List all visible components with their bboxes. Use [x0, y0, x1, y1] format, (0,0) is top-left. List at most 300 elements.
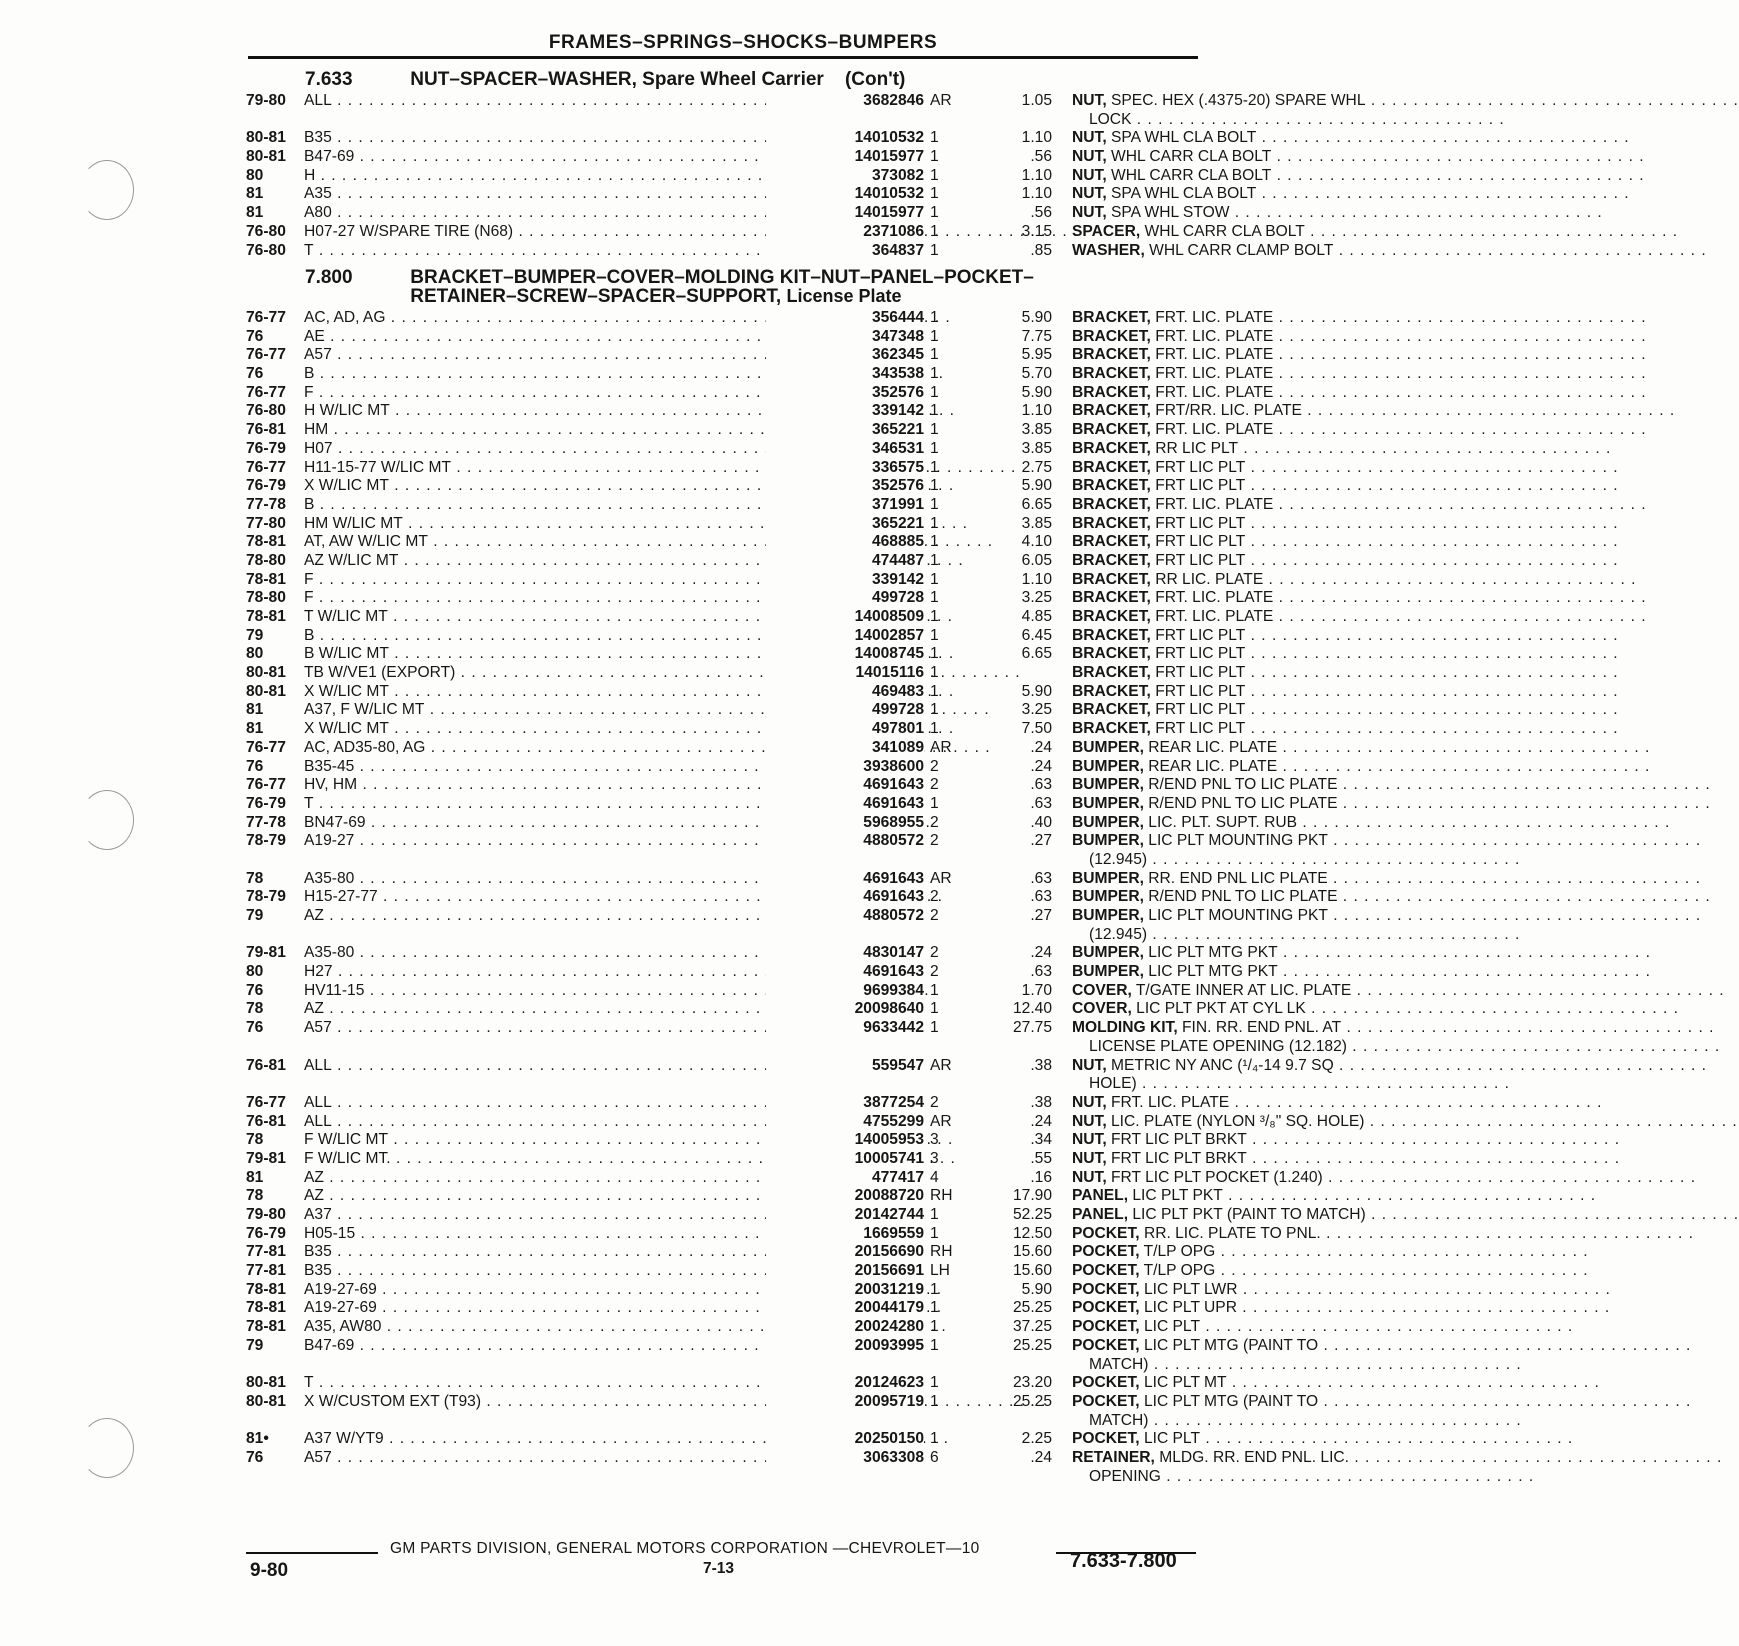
section-title-text [410, 70, 1150, 89]
table-row [246, 589, 1274, 608]
part-number-cell: 365221 [766, 515, 924, 534]
part-number-cell: 3682846 [766, 92, 924, 111]
year-cell: 77-81 [246, 1243, 286, 1261]
price-cell: 5.90 [1021, 309, 1052, 326]
part-name: BRACKET, [1072, 327, 1151, 345]
part-name: NUT, [1072, 1112, 1107, 1130]
description-cell [1072, 1281, 1446, 1300]
table-row [246, 664, 1246, 683]
part-detail: REAR LIC. PLATE [1148, 757, 1278, 775]
year-cell: 80-81 [246, 148, 286, 166]
model-cell: H15-27-77 . . . [304, 888, 824, 907]
quantity-cell: 1 [930, 701, 939, 719]
model-cell: F W/LIC MT. . . . [304, 1150, 824, 1169]
part-detail: SPA WHL CLA BOLT [1111, 129, 1257, 147]
quantity-cell: 1 [930, 589, 939, 607]
price-cell: 2.25 [1021, 1430, 1052, 1448]
model-cell: A19-27 . . . [304, 832, 824, 851]
part-number-cell: 477417 [766, 1169, 924, 1188]
description-cell [1072, 477, 1446, 496]
quantity-cell: 2 [930, 832, 939, 850]
price-cell: 25.25 [1012, 1299, 1052, 1317]
footer-page-number: 7-13 [703, 1560, 735, 1577]
part-name: NUT, [1072, 129, 1107, 147]
table-row [246, 309, 1274, 328]
description-cell [1072, 421, 1446, 440]
description-cell [1072, 1337, 1446, 1356]
part-detail: WHL CARR CLA BOLT [1111, 166, 1272, 184]
description-cell [1072, 608, 1446, 627]
description-cell [1072, 664, 1446, 683]
description-cell [1072, 814, 1446, 833]
price-cell: 3.15 [1021, 222, 1052, 240]
description-cell [1072, 720, 1446, 739]
part-detail: LIC PLT MTG (PAINT TO [1143, 1336, 1319, 1354]
model-cell: F . . . [304, 384, 824, 403]
year-cell: 78-81 [246, 570, 286, 588]
price-cell: 5.90 [1021, 383, 1052, 401]
price-cell: 1.10 [1021, 166, 1052, 184]
quantity-cell: 1 [930, 129, 939, 147]
part-number-cell: 4691643 [766, 888, 924, 907]
part-number-cell: 14002857 [766, 627, 924, 646]
description-cell [1072, 1113, 1446, 1132]
year-cell: 76 [246, 1448, 264, 1466]
table-row [246, 477, 1246, 496]
year-cell: 81• [246, 1430, 269, 1448]
description-cell [1072, 346, 1446, 365]
description-cell [1072, 309, 1446, 328]
table-row [246, 514, 1246, 534]
model-cell: H . . . [304, 167, 824, 186]
part-detail: LIC. PLT. SUPT. RUB [1148, 813, 1298, 831]
price-cell: 25.25 [1012, 1392, 1052, 1410]
model-cell: X W/LIC MT . . . [304, 720, 824, 739]
part-detail: FRT LIC PLT [1155, 645, 1246, 663]
description-cell [1072, 515, 1446, 534]
quantity-cell: 6 [930, 1448, 939, 1466]
model-cell: B . . . [304, 627, 824, 646]
year-cell: 81 [246, 720, 264, 738]
price-cell: 3.85 [1021, 421, 1052, 439]
quantity-cell: 1 [930, 241, 939, 259]
table-row [246, 1280, 1238, 1300]
year-cell: 79-81 [246, 1149, 286, 1167]
part-detail: LIC PLT PKT [1132, 1187, 1223, 1205]
year-cell: 78-81 [246, 1280, 286, 1298]
table-row [246, 92, 1366, 111]
quantity-cell: 1 [930, 148, 939, 166]
part-detail: R/END PNL TO LIC PLATE [1148, 776, 1338, 794]
part-name: BRACKET, [1072, 402, 1151, 420]
price-cell: .63 [1030, 776, 1052, 794]
description-cell [1072, 776, 1446, 795]
year-cell: 76-77 [246, 1093, 286, 1111]
table-row [246, 1093, 1230, 1113]
year-cell: 76-77 [246, 776, 286, 794]
part-name: BRACKET, [1072, 664, 1151, 682]
description-cell [1072, 832, 1446, 851]
price-cell: 12.40 [1012, 1000, 1052, 1018]
model-cell: T . . . [304, 795, 824, 814]
price-cell: 2.75 [1021, 458, 1052, 476]
quantity-cell: 1 [930, 570, 939, 588]
price-cell: 5.90 [1021, 682, 1052, 700]
part-detail: R/END PNL TO LIC PLATE [1148, 794, 1338, 812]
year-cell: 81 [246, 701, 264, 719]
description-cell [1072, 1206, 1446, 1225]
part-detail: SPA WHL CLA BOLT [1111, 185, 1257, 203]
section-continued: (Con't) [844, 69, 906, 90]
year-cell: 79 [246, 1336, 264, 1354]
year-cell: 78-80 [246, 589, 286, 607]
part-number-cell: 20095719 [766, 1393, 924, 1412]
part-detail: FRT. LIC. PLATE [1155, 309, 1274, 326]
part-name: BUMPER, [1072, 907, 1144, 924]
part-name: BUMPER, [1072, 738, 1144, 756]
table-row-continuation [246, 1037, 1347, 1057]
table-row [246, 869, 1328, 889]
table-row [246, 813, 1298, 833]
part-name: BUMPER, [1072, 776, 1144, 794]
table-row [246, 1149, 1247, 1169]
part-name: NUT, [1072, 92, 1107, 109]
year-cell: 76 [246, 365, 264, 383]
model-cell: A57 . . . [304, 1449, 824, 1468]
table-row [246, 757, 1278, 777]
part-detail: R/END PNL TO LIC PLATE [1148, 888, 1338, 906]
price-cell: 5.90 [1021, 477, 1052, 495]
model-cell: H07 . . . [304, 440, 824, 459]
part-name: POCKET, [1072, 1280, 1140, 1298]
year-cell: 78-81 [246, 533, 286, 551]
part-number-cell: 20098640 [766, 1000, 924, 1019]
quantity-cell: 2 [930, 907, 939, 924]
model-cell: T W/LIC MT . . . [304, 608, 824, 627]
table-row [246, 738, 1278, 758]
quantity-cell: 1 [930, 185, 939, 203]
table-row-continuation [246, 926, 1198, 945]
price-cell: 5.95 [1021, 346, 1052, 364]
part-detail: T/GATE INNER AT LIC. PLATE [1135, 981, 1352, 999]
price-cell: .38 [1030, 1093, 1052, 1111]
quantity-cell: 1 [930, 383, 939, 401]
model-cell: B47-69 . . . [304, 1337, 824, 1356]
year-cell: 78 [246, 1000, 264, 1018]
part-number-cell: 14010532 [766, 129, 924, 148]
section-number: 7.633 [305, 69, 353, 90]
model-cell: B35-45 . . . [304, 758, 824, 777]
price-cell: 1.10 [1021, 129, 1052, 147]
description-cell [1072, 384, 1446, 403]
part-detail: LIC PLT MOUNTING PKT [1148, 832, 1328, 850]
part-detail: LIC. PLATE (NYLON ³/₈" SQ. HOLE) [1111, 1112, 1365, 1130]
price-cell: 23.20 [1012, 1374, 1052, 1392]
footer-date: 9-80 [250, 1560, 289, 1581]
description-cell [1072, 758, 1446, 777]
footer-section-range: 7.633-7.800 [1070, 1550, 1177, 1572]
part-number-cell: 371991 [766, 496, 924, 515]
quantity-cell: 1 [930, 1374, 939, 1392]
part-detail: RR. END PNL LIC PLATE [1148, 869, 1328, 887]
description-continuation: MATCH) . . . [1089, 1412, 1446, 1431]
part-detail: LIC PLT MTG PKT [1148, 963, 1278, 981]
description-cell [1072, 683, 1446, 702]
year-cell: 80 [246, 963, 264, 981]
table-row [246, 1112, 1365, 1132]
part-detail: FRT LIC PLT POCKET (1.240) [1111, 1168, 1323, 1186]
price-cell: .56 [1030, 148, 1052, 166]
year-cell: 76 [246, 757, 264, 775]
model-cell: B35 . . . [304, 129, 824, 148]
year-cell: 76-77 [246, 309, 286, 326]
quantity-cell: 1. [930, 365, 944, 383]
part-name: BRACKET, [1072, 645, 1151, 663]
parts-table-7800 [246, 309, 1366, 1486]
part-number-cell: 4691643 [766, 963, 924, 982]
table-row [246, 832, 1328, 851]
year-cell: 78-81 [246, 1318, 286, 1336]
year-cell: 76-79 [246, 439, 286, 457]
part-number-cell: 14015116 [766, 664, 924, 683]
part-number-cell: 343538 [766, 365, 924, 384]
model-cell: HM . . . [304, 421, 824, 440]
table-row [246, 1336, 1319, 1356]
price-cell: 52.25 [1012, 1206, 1052, 1223]
part-name: BRACKET, [1072, 570, 1151, 588]
year-cell: 80-81 [246, 1392, 286, 1410]
part-name: POCKET, [1072, 1318, 1140, 1336]
quantity-cell: AR [930, 1056, 952, 1074]
section-heading-7633 [305, 70, 1150, 89]
quantity-cell: 1 [930, 1224, 939, 1242]
description-cell [1072, 148, 1446, 167]
model-cell: A35, AW80 . . . [304, 1318, 824, 1337]
part-detail: FRT LIC PLT [1155, 701, 1246, 719]
description-cell [1072, 944, 1446, 963]
part-number-cell: 474487 [766, 552, 924, 571]
year-cell: 80 [246, 645, 264, 663]
year-cell: 78-81 [246, 608, 286, 625]
footer-rule-left [246, 1552, 378, 1554]
description-cell [1072, 739, 1446, 758]
table-row-continuation [246, 851, 1198, 870]
quantity-cell: 1 [930, 626, 939, 644]
description-cell [1072, 204, 1446, 223]
table-row [246, 222, 1305, 242]
year-cell: 78-80 [246, 551, 286, 569]
part-name: BUMPER, [1072, 813, 1144, 831]
part-number-cell: 10005741 [766, 1150, 924, 1169]
year-cell: 79-81 [246, 944, 286, 962]
model-cell: X W/CUSTOM EXT (T93) . . . [304, 1393, 824, 1412]
year-cell: 78 [246, 869, 264, 887]
quantity-cell: 1 [930, 166, 939, 184]
description-continuation: LOCK . . . [1089, 111, 1446, 130]
model-cell: A57 . . . [304, 1019, 824, 1038]
part-detail: FRT LIC PLT [1155, 551, 1246, 569]
year-cell: 76-79 [246, 1224, 286, 1242]
part-number-cell: 346531 [766, 440, 924, 459]
table-row [246, 608, 1274, 627]
part-number-cell: 20093995 [766, 1337, 924, 1356]
table-row [246, 346, 1274, 365]
part-name: MOLDING KIT, [1072, 1019, 1178, 1037]
part-name: BRACKET, [1072, 346, 1151, 364]
part-name: BRACKET, [1072, 477, 1151, 495]
quantity-cell: 1 [930, 327, 939, 345]
price-cell: .24 [1030, 944, 1052, 962]
part-name: BRACKET, [1072, 365, 1151, 383]
part-detail: FRT LIC PLT [1155, 720, 1246, 738]
model-cell: AZ . . . [304, 907, 824, 926]
quantity-cell: 1 [930, 421, 939, 439]
description-cell [1072, 1057, 1446, 1076]
table-row [246, 701, 1246, 720]
price-cell: 3.85 [1021, 439, 1052, 457]
part-number-cell: 352576 [766, 384, 924, 403]
year-cell: 76 [246, 981, 264, 999]
section-title-text [410, 268, 1150, 306]
price-cell: .85 [1030, 241, 1052, 259]
description-cell [1072, 328, 1446, 347]
part-name: BRACKET, [1072, 514, 1151, 532]
part-number-cell: 4880572 [766, 832, 924, 851]
part-name: POCKET, [1072, 1262, 1140, 1280]
part-detail: LIC PLT PKT (PAINT TO MATCH) [1132, 1206, 1366, 1223]
quantity-cell: 2 [930, 1093, 939, 1111]
description-cell [1072, 888, 1446, 907]
section-title: NUT–SPACER–WASHER, Spare Wheel Carrier [410, 69, 824, 90]
year-cell: 76-79 [246, 794, 286, 812]
model-cell: A37, F W/LIC MT . . . [304, 701, 824, 720]
part-name: BRACKET, [1072, 608, 1151, 625]
price-cell: 5.70 [1021, 365, 1052, 383]
part-name: BUMPER, [1072, 757, 1144, 775]
part-detail: LIC PLT LWR [1143, 1280, 1238, 1298]
part-name: BRACKET, [1072, 589, 1151, 607]
year-cell: 78-79 [246, 888, 286, 906]
quantity-cell: 1 [930, 794, 939, 812]
description-continuation: (12.945) . . . [1089, 926, 1446, 945]
description-cell [1072, 1169, 1446, 1188]
quantity-cell: 1 [930, 720, 939, 738]
model-cell: ALL . . . [304, 1094, 824, 1113]
table-row [246, 1392, 1319, 1412]
price-cell: 1.10 [1021, 185, 1052, 203]
quantity-cell: 1 [930, 1299, 939, 1317]
section-title-line2: RETAINER–SCREW–SPACER–SUPPORT, [410, 286, 782, 307]
part-name: BUMPER, [1072, 869, 1144, 887]
description-cell [1072, 242, 1446, 261]
part-number-cell: 352576 [766, 477, 924, 496]
part-number-cell: 20142744 [766, 1206, 924, 1225]
description-continuation: HOLE) . . . [1089, 1075, 1446, 1094]
table-row [246, 1430, 1198, 1449]
model-cell: A37 . . . [304, 1206, 824, 1225]
price-cell: 3.25 [1021, 701, 1052, 719]
table-row [246, 776, 1338, 795]
quantity-cell: 1 [930, 533, 939, 551]
description-cell [1072, 870, 1446, 889]
year-cell: 80-81 [246, 1374, 286, 1392]
part-detail: LIC PLT [1143, 1318, 1200, 1336]
model-cell: T . . . [304, 242, 824, 261]
section-title-sub: License Plate [786, 286, 902, 306]
price-cell: 6.65 [1021, 645, 1052, 663]
part-number-cell: 9699384 [766, 982, 924, 1001]
quantity-cell: LH [930, 1262, 950, 1280]
quantity-cell: 1 [930, 439, 939, 457]
part-name: NUT, [1072, 1093, 1107, 1111]
description-cell [1072, 129, 1446, 148]
part-number-cell: 14015977 [766, 148, 924, 167]
part-number-cell: 559547 [766, 1057, 924, 1076]
quantity-cell: AR [930, 1112, 952, 1130]
quantity-cell: 2 [930, 813, 939, 831]
price-cell: 5.90 [1021, 1280, 1052, 1298]
model-cell: A35-80 . . . [304, 944, 824, 963]
table-row [246, 402, 1302, 421]
part-detail: RR LIC. PLATE [1155, 570, 1264, 588]
part-detail: FRT LIC PLT BRKT [1111, 1131, 1247, 1149]
model-cell: ALL . . . [304, 1057, 824, 1076]
model-cell: B35 . . . [304, 1243, 824, 1262]
table-row [246, 1448, 1349, 1468]
price-cell: .27 [1030, 832, 1052, 850]
part-detail: FRT. LIC. PLATE [1155, 608, 1274, 625]
part-name: BRACKET, [1072, 626, 1151, 644]
description-cell [1072, 589, 1446, 608]
description-cell [1072, 982, 1446, 1001]
table-row [246, 626, 1246, 646]
quantity-cell: RH [930, 1187, 953, 1205]
table-row [246, 327, 1274, 347]
quantity-cell: 1 [930, 514, 939, 532]
price-cell: 4.10 [1021, 533, 1052, 551]
part-number-cell: 14008509 [766, 608, 924, 627]
model-cell: HM W/LIC MT . . . [304, 515, 824, 534]
price-cell: 7.50 [1021, 720, 1052, 738]
header-rule [248, 56, 1198, 59]
price-cell: 7.75 [1021, 327, 1052, 345]
price-cell: .34 [1030, 1131, 1052, 1149]
part-name: POCKET, [1072, 1299, 1140, 1317]
year-cell: 81 [246, 204, 264, 222]
quantity-cell: 1 [930, 682, 939, 700]
part-number-cell: 365221 [766, 421, 924, 440]
description-cell [1072, 795, 1446, 814]
description-cell [1072, 1374, 1446, 1393]
price-cell: .24 [1030, 757, 1052, 775]
description-cell [1072, 459, 1446, 478]
part-number-cell: 364837 [766, 242, 924, 261]
part-detail: LIC PLT MT [1143, 1374, 1227, 1392]
year-cell: 76 [246, 1019, 264, 1037]
price-cell: .27 [1030, 907, 1052, 924]
model-cell: AZ . . . [304, 1169, 824, 1188]
part-number-cell: 373082 [766, 167, 924, 186]
model-cell: TB W/VE1 (EXPORT) . . . [304, 664, 824, 683]
model-cell: A35-80 . . . [304, 870, 824, 889]
part-name: BRACKET, [1072, 421, 1151, 439]
year-cell: 76-81 [246, 1112, 286, 1130]
model-cell: A80 . . . [304, 204, 824, 223]
year-cell: 77-80 [246, 514, 286, 532]
description-cell [1072, 496, 1446, 515]
part-number-cell: 347348 [766, 328, 924, 347]
table-row [246, 794, 1338, 814]
